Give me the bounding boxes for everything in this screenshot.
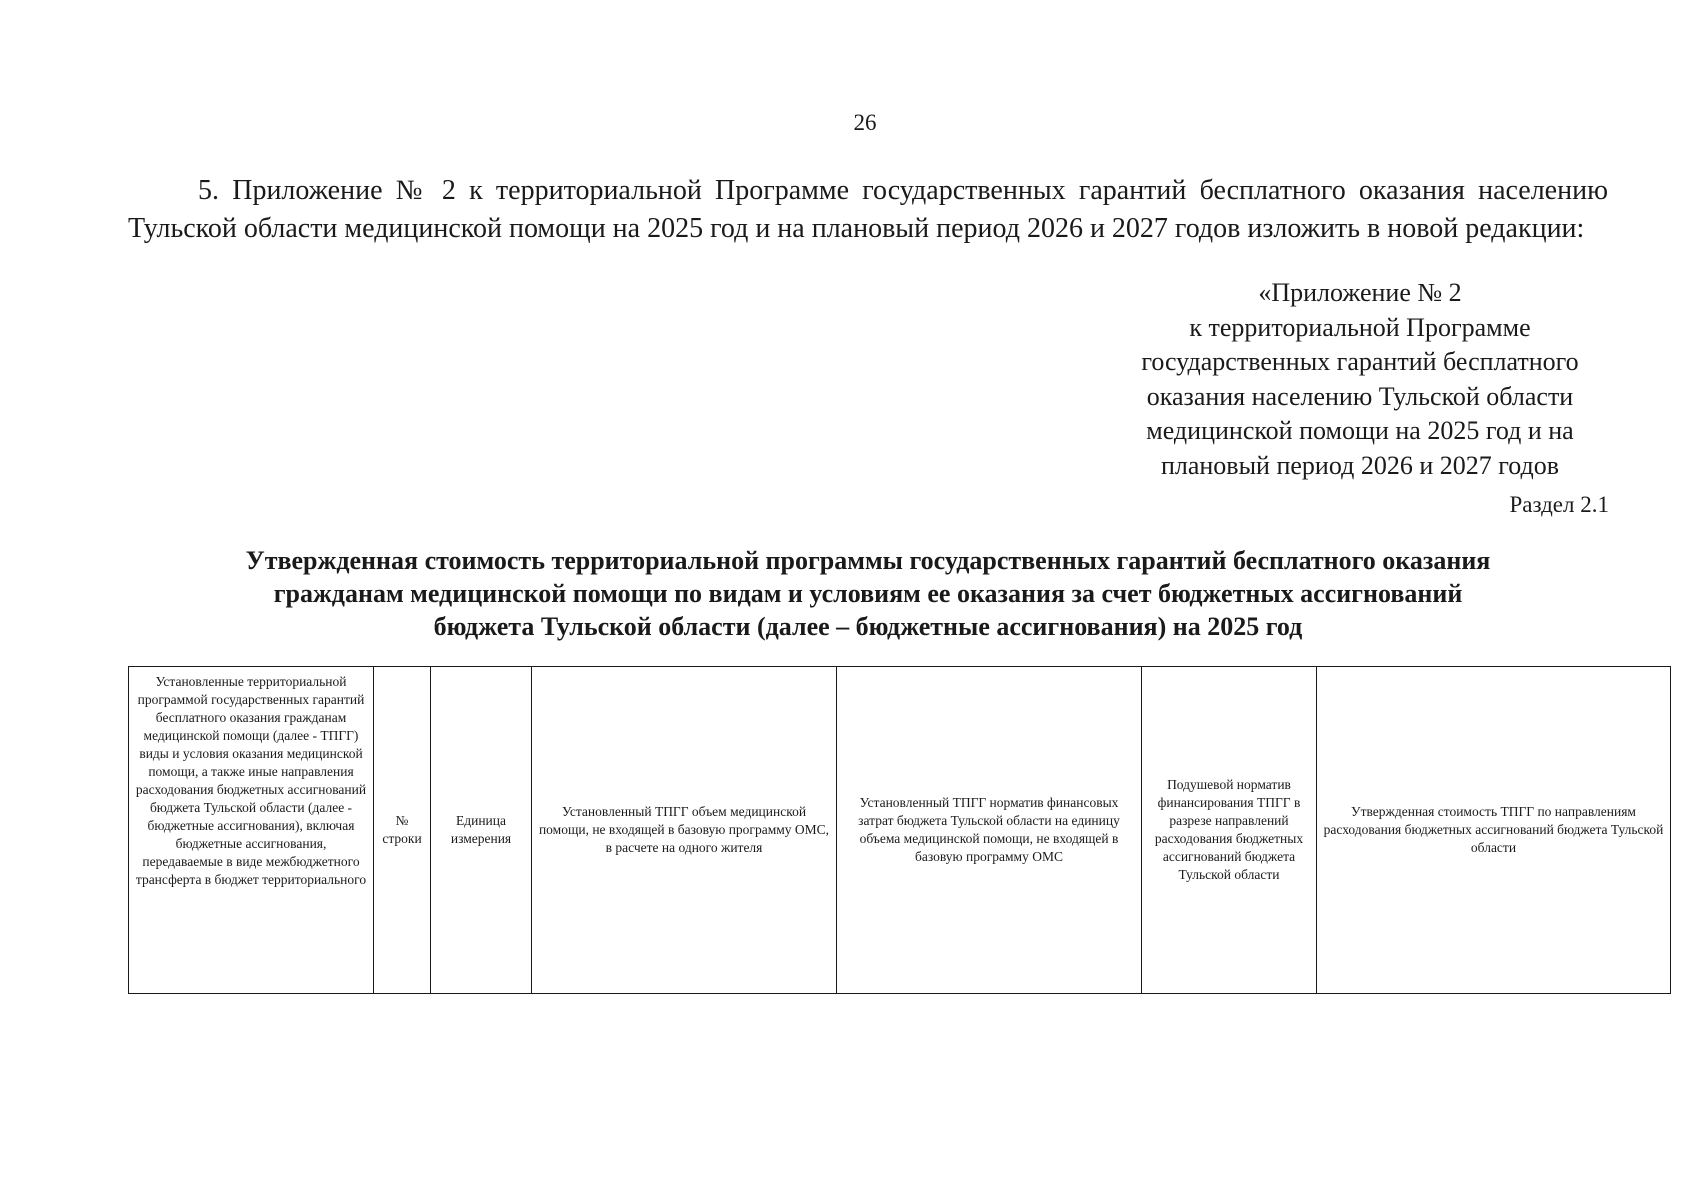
header-cell-approved-cost: Утвержденная стоимость ТПГГ по направлениям расходования бюджетных ассигнований бюджета Тульской области xyxy=(1317,667,1671,994)
intro-line-2: Тульской области медицинской помощи на 2025 год и на плановый период 2026 и 2027 годов изложить в новой редакции: xyxy=(128,213,1585,244)
header-cell-cost-norm: Установленный ТПГГ норматив финансовых затрат бюджета Тульской области на единицу объема медицинской помощи, не входящей в базовую программу ОМС xyxy=(837,667,1142,994)
header-cell-unit: Единица измерения xyxy=(431,667,532,994)
appendix-line: «Приложение № 2 xyxy=(1258,278,1462,307)
section-label: Раздел 2.1 xyxy=(1509,492,1609,517)
intro-paragraph xyxy=(128,172,1608,248)
appendix-line: государственных гарантий бесплатного xyxy=(1141,347,1579,376)
appendix-line: медицинской помощи на 2025 год и на xyxy=(1146,416,1574,445)
table-title-line: бюджета Тульской области (далее – бюджетные ассигнования) на 2025 год xyxy=(433,612,1303,641)
table-title xyxy=(128,544,1608,643)
table-title-line: Утвержденная стоимость территориальной программы государственных гарантий бесплатного оказания xyxy=(245,546,1491,575)
table-header-row xyxy=(129,667,1671,994)
appendix-heading xyxy=(1110,276,1610,483)
header-cell-volume: Установленный ТПГГ объем медицинской помощи, не входящей в базовую программу ОМС, в расчете на одного жителя xyxy=(532,667,837,994)
appendix-line: плановый период 2026 и 2027 годов xyxy=(1160,450,1560,480)
appendix-line: оказания населению Тульской области xyxy=(1146,381,1574,411)
header-cell-per-capita: Подушевой норматив финансирования ТПГГ в разрезе направлений расходования бюджетных ассигнований бюджета Тульской области xyxy=(1142,667,1317,994)
header-cell-types: Установленные территориальной программой государственных гарантий бесплатного оказания гражданам медицинской помощи (далее - ТПГГ) виды и условия оказания медицинской помощи, а также иные направления расходования бюджетных ассигнований бюджета Тульской области (далее - бюджетные ассигнования), включая бюджетные ассигнования, передаваемые в виде межбюджетного трансферта в бюджет территориального xyxy=(129,667,374,994)
appendix-line: к территориальной Программе xyxy=(1189,312,1531,342)
table-title-line: гражданам медицинской помощи по видам и условиям ее оказания за счет бюджетных ассигнований xyxy=(273,579,1463,608)
header-cell-row-number: № строки xyxy=(374,667,431,994)
page-number: 26 xyxy=(853,110,877,135)
cost-table xyxy=(128,666,1671,994)
intro-line-1: 5. Приложение № 2 к территориальной Программе государственных гарантий бесплатного оказания населению xyxy=(198,175,1608,206)
